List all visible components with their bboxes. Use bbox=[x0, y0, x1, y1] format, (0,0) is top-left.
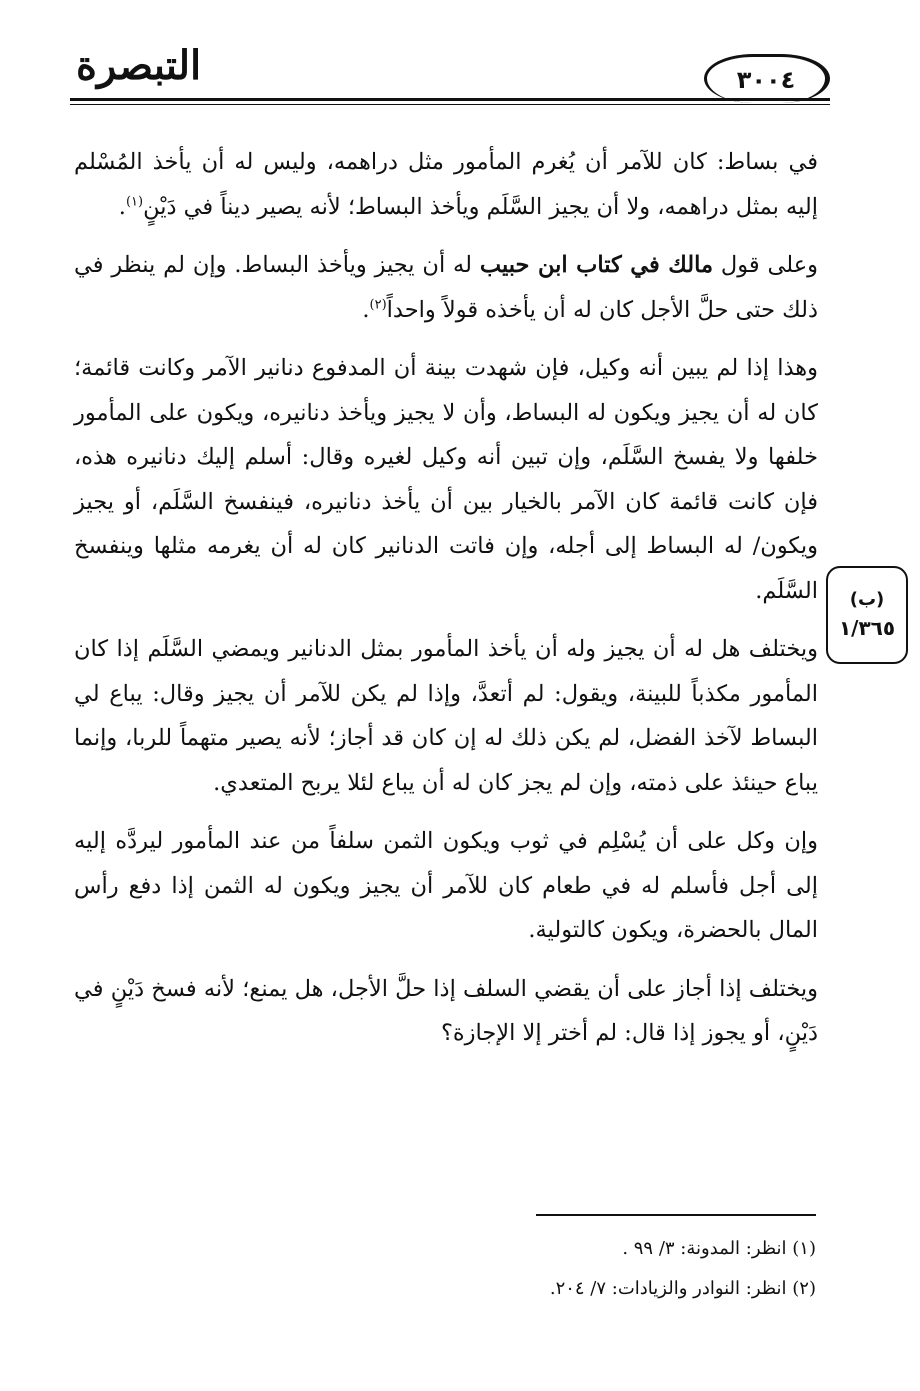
footnote: (١) انظر: المدونة: ٣/ ٩٩ . bbox=[622, 1238, 816, 1259]
paragraph-text: وهذا إذا لم يبين أنه وكيل، فإن شهدت بينة أن المدفوع دنانير الآمر وكانت قائمة؛ كان له أن يجيز ويكون له البساط، وأن لا يجيز ويأخذ دنانيره، ويكون على المأمور خلفها ولا يفسخ السَّلَم، وإن تبين أنه وكيل لغيره وقال: أسلم إليك دنانيره هذه، فإن كانت قائمة كان الآمر بالخيار بين أن يأخذ دنانيره، فينفسخ السَّلَم، أو يجيز ويكون/ له البساط إلى أجله، وإن فاتت الدنانير كان له أن يغرمه مثلها وينفسخ السَّلَم. bbox=[74, 355, 818, 604]
paragraph bbox=[74, 243, 818, 332]
paragraph-text: وعلى قول bbox=[713, 252, 818, 278]
paragraph-text: في بساط: كان للآمر أن يُغرم المأمور مثل دراهمه، وليس له أن يأخذ المُسْلم إليه بمثل دراهمه، ولا أن يجيز السَّلَم ويأخذ البساط؛ لأنه يصير ديناً في دَيْنٍ bbox=[74, 149, 818, 220]
paragraph-end: . bbox=[118, 193, 126, 220]
header-rule-thin bbox=[70, 104, 830, 105]
paragraph bbox=[74, 819, 818, 953]
paragraph bbox=[74, 627, 818, 805]
paragraph bbox=[74, 967, 818, 1056]
footnote-ref: (١) bbox=[125, 194, 144, 209]
paragraph-text: له أن يجيز ويأخذ البساط. وإن لم ينظر في ذلك حتى حلَّ الأجل كان له أن يأخذه قولاً واحداً bbox=[74, 252, 818, 323]
paragraph bbox=[74, 346, 818, 613]
footnote: (٢) انظر: النوادر والزيادات: ٧/ ٢٠٤. bbox=[549, 1278, 816, 1299]
paragraph-text: ويختلف إذا أجاز على أن يقضي السلف إذا حلَّ الأجل، هل يمنع؛ لأنه فسخ دَيْنٍ في دَيْنٍ، أو يجوز إذا قال: لم أختر إلا الإجازة؟ bbox=[74, 975, 818, 1046]
footnote-ref: (٢) bbox=[369, 297, 387, 312]
margin-note-folio-number: ١/٣٦٥ bbox=[838, 616, 896, 640]
body-text bbox=[74, 140, 818, 1070]
paragraph bbox=[74, 140, 818, 229]
paragraph-end: . bbox=[362, 296, 370, 323]
footnotes bbox=[200, 1236, 816, 1316]
page-number-frame bbox=[704, 54, 830, 103]
book-title: التبصرة bbox=[76, 42, 202, 89]
margin-note-folio-side: (ب) bbox=[849, 589, 885, 610]
paragraph-text: ويختلف هل له أن يجيز وله أن يأخذ المأمور بمثل الدنانير ويمضي السَّلَم إذا كان المأمور مكذباً للبينة، ويقول: لم أتعدَّ، وإذا لم يكن للآمر أن يجيز وقال: يباع لي البساط لآخذ الفضل، لم يكن ذلك له إن كان قد أجاز؛ لأنه يصير متهماً للربا، وإنما يباع حينئذ على ذمته، وإن لم يجز كان له أن يباع لئلا يربح المتعدي. bbox=[74, 636, 818, 796]
paragraph-text: وإن وكل على أن يُسْلِم في ثوب ويكون الثمن سلفاً من عند المأمور ليردَّه إليه إلى أجل فأسلم له في طعام كان للآمر أن يجيز ويكون له الثمن إذا دفع رأس المال بالحضرة، ويكون كالتولية. bbox=[74, 828, 818, 943]
bold-citation: مالك في كتاب ابن حبيب bbox=[479, 252, 714, 278]
page-header bbox=[70, 42, 830, 108]
page-number: ٣٠٠٤ bbox=[736, 66, 796, 94]
footnote-separator bbox=[536, 1214, 816, 1216]
margin-note bbox=[826, 566, 908, 664]
header-rule bbox=[70, 98, 830, 101]
